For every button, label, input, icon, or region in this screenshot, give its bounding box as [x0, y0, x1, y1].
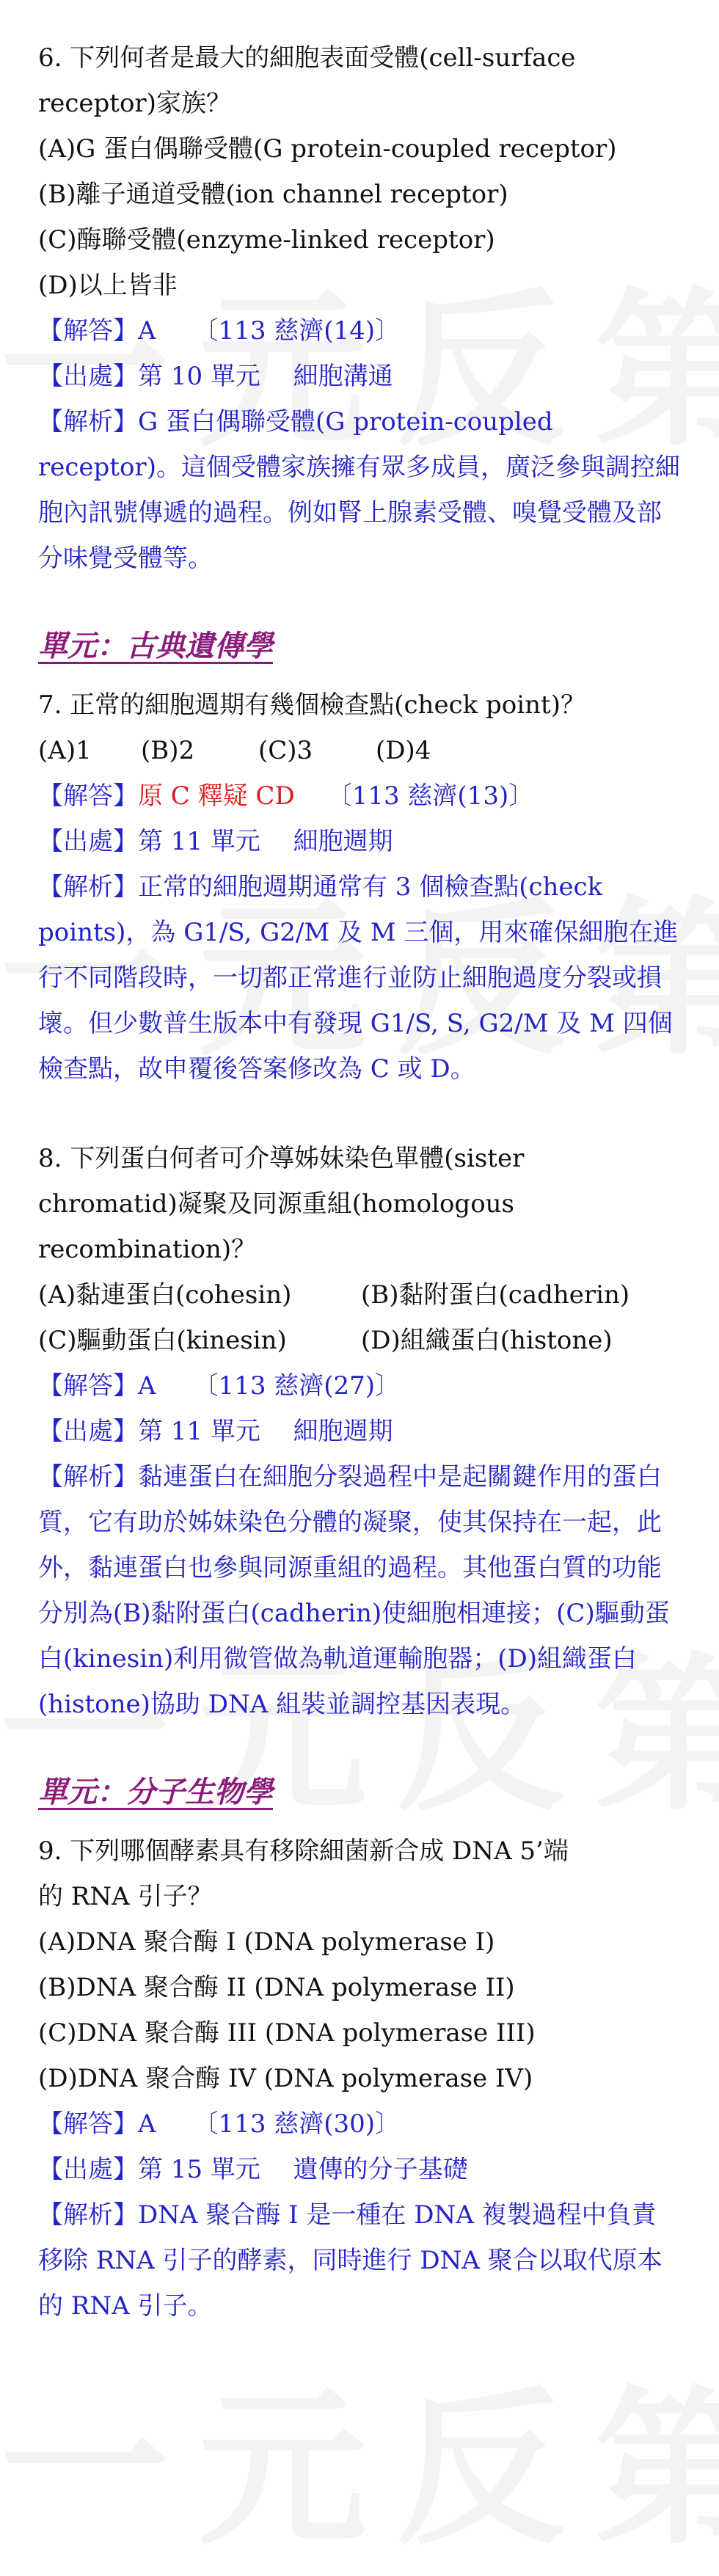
source-line: 【出處】第 11 單元 細胞週期: [38, 1417, 393, 1446]
question-stem: recombination)？: [38, 1235, 257, 1264]
option-a: (A)1: [38, 736, 92, 765]
answer-line: 【解答】A 〔113 慈濟(14)〕: [38, 316, 401, 346]
question-stem: 9. 下列哪個酵素具有移除細菌新合成 DNA 5’端: [38, 1836, 569, 1866]
options-row: [38, 1272, 681, 1318]
option-d: (D)以上皆非: [38, 271, 178, 300]
answer-source-exam: 〔113 慈濟(13)〕: [326, 781, 534, 811]
question-stem: receptor)家族？: [38, 89, 231, 118]
option-c: (C)酶聯受體(enzyme-linked receptor): [38, 225, 495, 255]
question-7: [38, 682, 681, 1092]
option-b: (B)黏附蛋白(cadherin): [361, 1280, 630, 1310]
answer-line: 【解答】A 〔113 慈濟(27)〕: [38, 1371, 401, 1401]
question-stem: 7. 正常的細胞週期有幾個檢查點(check point)？: [38, 690, 585, 720]
source-line: 【出處】第 15 單元 遺傳的分子基礎: [38, 2155, 468, 2184]
explanation: 【解析】黏連蛋白在細胞分裂過程中是起關鍵作用的蛋白質，它有助於姊妹染色分體的凝聚，使其保持在一起，此外，黏連蛋白也參與同源重組的過程。其他蛋白質的功能分別為(B)黏附蛋白(cadherin)使細胞相連接；(C)驅動蛋白(kinesin)利用微管做為軌道運輸胞器；(D)組織蛋白(histone)協助 DNA 組裝並調控基因表現。: [38, 1462, 670, 1719]
question-stem: chromatid)凝聚及同源重組(homologous: [38, 1189, 515, 1219]
answer-label: 【解答】: [38, 781, 138, 811]
unit-heading: 單元：分子生物學: [38, 1775, 273, 1809]
option-b: (B)離子通道受體(ion channel receptor): [38, 180, 508, 209]
explanation: 【解析】DNA 聚合酶 I 是一種在 DNA 複製過程中負責移除 RNA 引子的酵素，同時進行 DNA 聚合以取代原本的 RNA 引子。: [38, 2200, 663, 2321]
answer-value: 原 C 釋疑 CD: [138, 781, 295, 811]
question-6: [38, 35, 681, 581]
answer-line: 【解答】A 〔113 慈濟(30)〕: [38, 2109, 401, 2139]
option-a: (A)G 蛋白偶聯受體(G protein-coupled receptor): [38, 134, 617, 164]
explanation: 【解析】正常的細胞週期通常有 3 個檢查點(check points)，為 G1/S, G2/M 及 M 三個，用來確保細胞在進行不同階段時，一切都正常進行並防止細胞過度分裂或損壞。但少數普生版本中有發現 G1/S, S, G2/M 及 M 四個檢查點，故申覆後答案修改為 C 或 D。: [38, 872, 679, 1084]
option-d: (D)4: [376, 736, 431, 765]
question-8: [38, 1136, 681, 1727]
option-c: (C)3: [258, 736, 313, 765]
options-row: [38, 1318, 681, 1363]
option-b: (B)2: [141, 736, 195, 765]
document-body: [38, 35, 681, 2329]
question-9: [38, 1828, 681, 2329]
option-c: (C)驅動蛋白(kinesin): [38, 1326, 287, 1355]
source-line: 【出處】第 11 單元 細胞週期: [38, 827, 393, 856]
unit-heading: 單元：古典遺傳學: [38, 629, 273, 663]
options-row: [38, 728, 681, 773]
question-stem: 的 RNA 引子？: [38, 1882, 213, 1911]
option-b: (B)DNA 聚合酶 II (DNA polymerase II): [38, 1973, 515, 2002]
question-stem: 8. 下列蛋白何者可介導姊妹染色單體(sister: [38, 1144, 525, 1173]
question-stem: 6. 下列何者是最大的細胞表面受體(cell-surface: [38, 43, 576, 73]
option-d: (D)DNA 聚合酶 IV (DNA polymerase IV): [38, 2064, 533, 2093]
answer-line: [38, 773, 681, 819]
option-d: (D)組織蛋白(histone): [361, 1326, 613, 1355]
option-c: (C)DNA 聚合酶 III (DNA polymerase III): [38, 2018, 536, 2048]
watermark: [0, 2333, 719, 2576]
source-line: 【出處】第 10 單元 細胞溝通: [38, 362, 393, 391]
explanation: 【解析】G 蛋白偶聯受體(G protein-coupled receptor)。這個受體家族擁有眾多成員，廣泛參與調控細胞內訊號傳遞的過程。例如腎上腺素受體、嗅覺受體及部分味覺受體等。: [38, 407, 680, 573]
option-a: (A)黏連蛋白(cohesin): [38, 1280, 292, 1310]
option-a: (A)DNA 聚合酶 I (DNA polymerase I): [38, 1927, 495, 1957]
